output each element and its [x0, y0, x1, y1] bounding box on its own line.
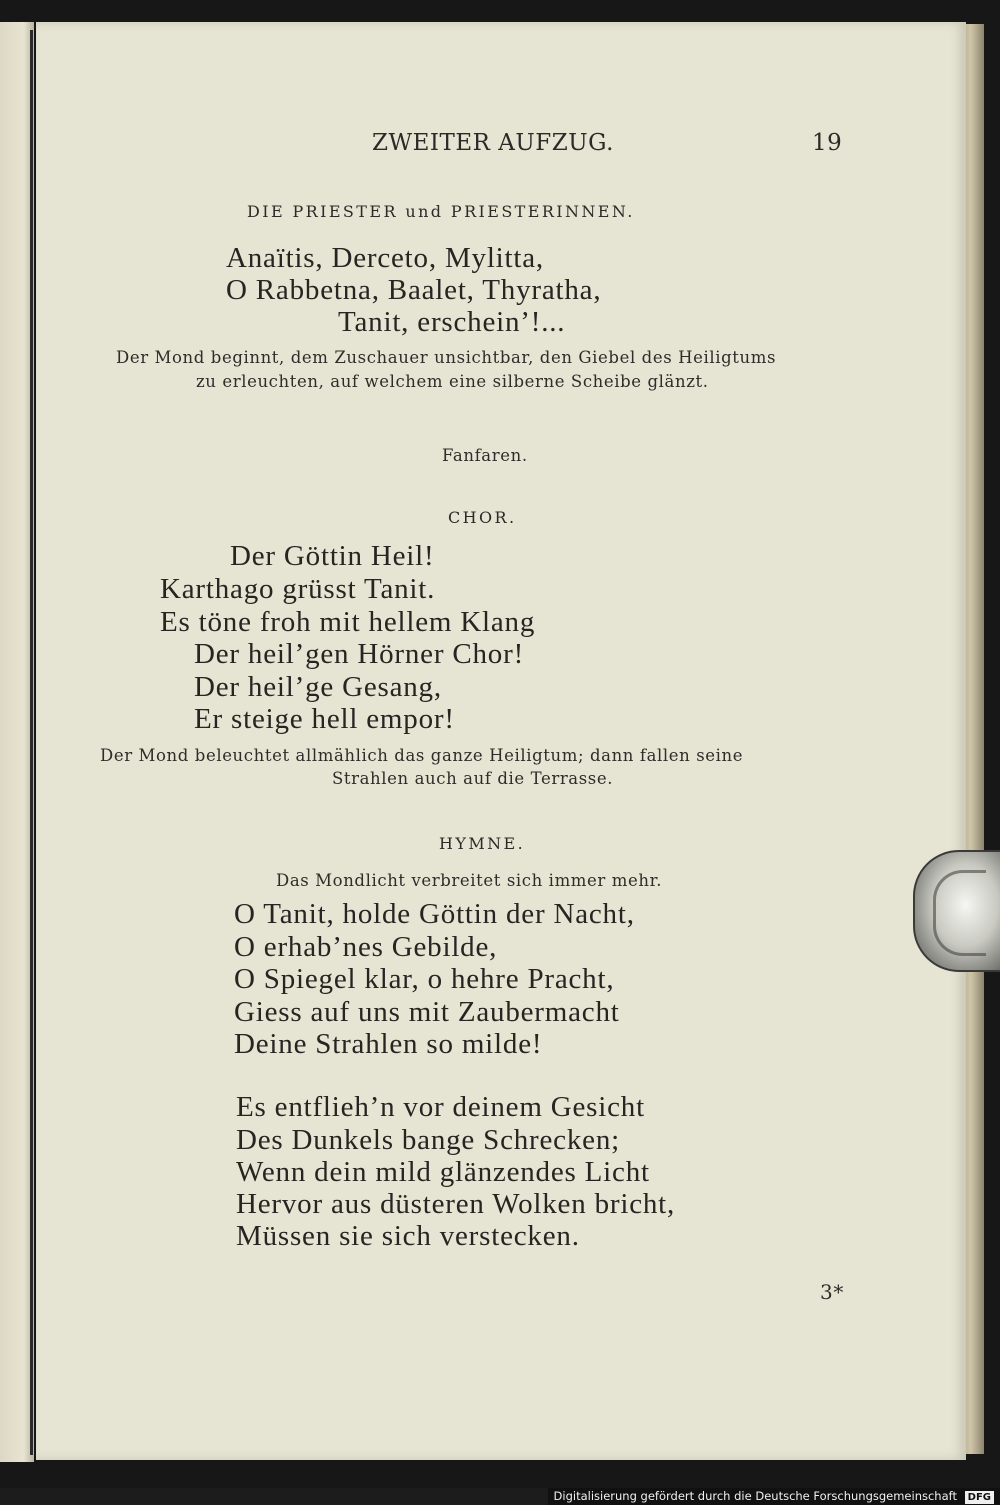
verse-line: Anaïtis, Derceto, Mylitta, — [226, 242, 544, 274]
running-header-title: ZWEITER AUFZUG. — [372, 130, 614, 156]
signature-mark: 3* — [820, 1280, 844, 1304]
verse-line: Hervor aus düsteren Wolken bricht, — [236, 1188, 676, 1220]
speaker-chorus: CHOR. — [448, 508, 517, 527]
stage-direction-line: Der Mond beginnt, dem Zuschauer unsichtbar, den Giebel des Heiligtums — [116, 348, 777, 367]
verse-line: Der heil’gen Hörner Chor! — [194, 638, 525, 670]
verse-line: Es entflieh’n vor deinem Gesicht — [236, 1091, 645, 1123]
verse-line: Es töne froh mit hellem Klang — [160, 606, 536, 638]
verse-line: Müssen sie sich verstecken. — [236, 1220, 580, 1252]
facing-page-edge — [0, 22, 34, 1462]
verse-line: Giess auf uns mit Zaubermacht — [234, 996, 620, 1028]
speaker-hymn: HYMNE. — [439, 834, 526, 853]
verse-line: Tanit, erschein’!... — [338, 306, 566, 338]
verse-line: O Tanit, holde Göttin der Nacht, — [234, 898, 635, 930]
verse-line: Wenn dein mild glänzendes Licht — [236, 1156, 650, 1188]
digitization-credit — [548, 1488, 1000, 1505]
speaker-priests: DIE PRIESTER und PRIESTERINNEN. — [247, 202, 635, 221]
stage-direction-line: Das Mondlicht verbreitet sich immer mehr. — [276, 871, 663, 890]
book-page — [36, 22, 966, 1460]
credit-text: Digitalisierung gefördert durch die Deutsche Forschungsgemeinschaft — [553, 1489, 957, 1503]
verse-line: Er steige hell empor! — [194, 703, 455, 735]
verse-line: Der heil’ge Gesang, — [194, 671, 442, 703]
stage-direction-line: zu erleuchten, auf welchem eine silberne Scheibe glänzt. — [196, 372, 709, 391]
book-spine — [30, 30, 33, 1455]
verse-line: O Rabbetna, Baalet, Thyratha, — [226, 274, 602, 306]
verse-line: Karthago grüsst Tanit. — [160, 573, 436, 605]
stage-direction-fanfaren: Fanfaren. — [442, 446, 528, 465]
page-clip — [913, 850, 1000, 972]
stage-direction-line: Der Mond beleuchtet allmählich das ganze Heiligtum; dann fallen seine — [100, 746, 744, 765]
verse-line: O Spiegel klar, o hehre Pracht, — [234, 963, 615, 995]
page-number: 19 — [812, 130, 843, 156]
stage-direction-line: Strahlen auch auf die Terrasse. — [332, 769, 614, 788]
verse-line: Deine Strahlen so milde! — [234, 1028, 543, 1060]
verse-line: O erhab’nes Gebilde, — [234, 931, 498, 963]
verse-line: Der Göttin Heil! — [230, 540, 435, 572]
dfg-logo: DFG — [965, 1491, 994, 1504]
verse-line: Des Dunkels bange Schrecken; — [236, 1124, 620, 1156]
